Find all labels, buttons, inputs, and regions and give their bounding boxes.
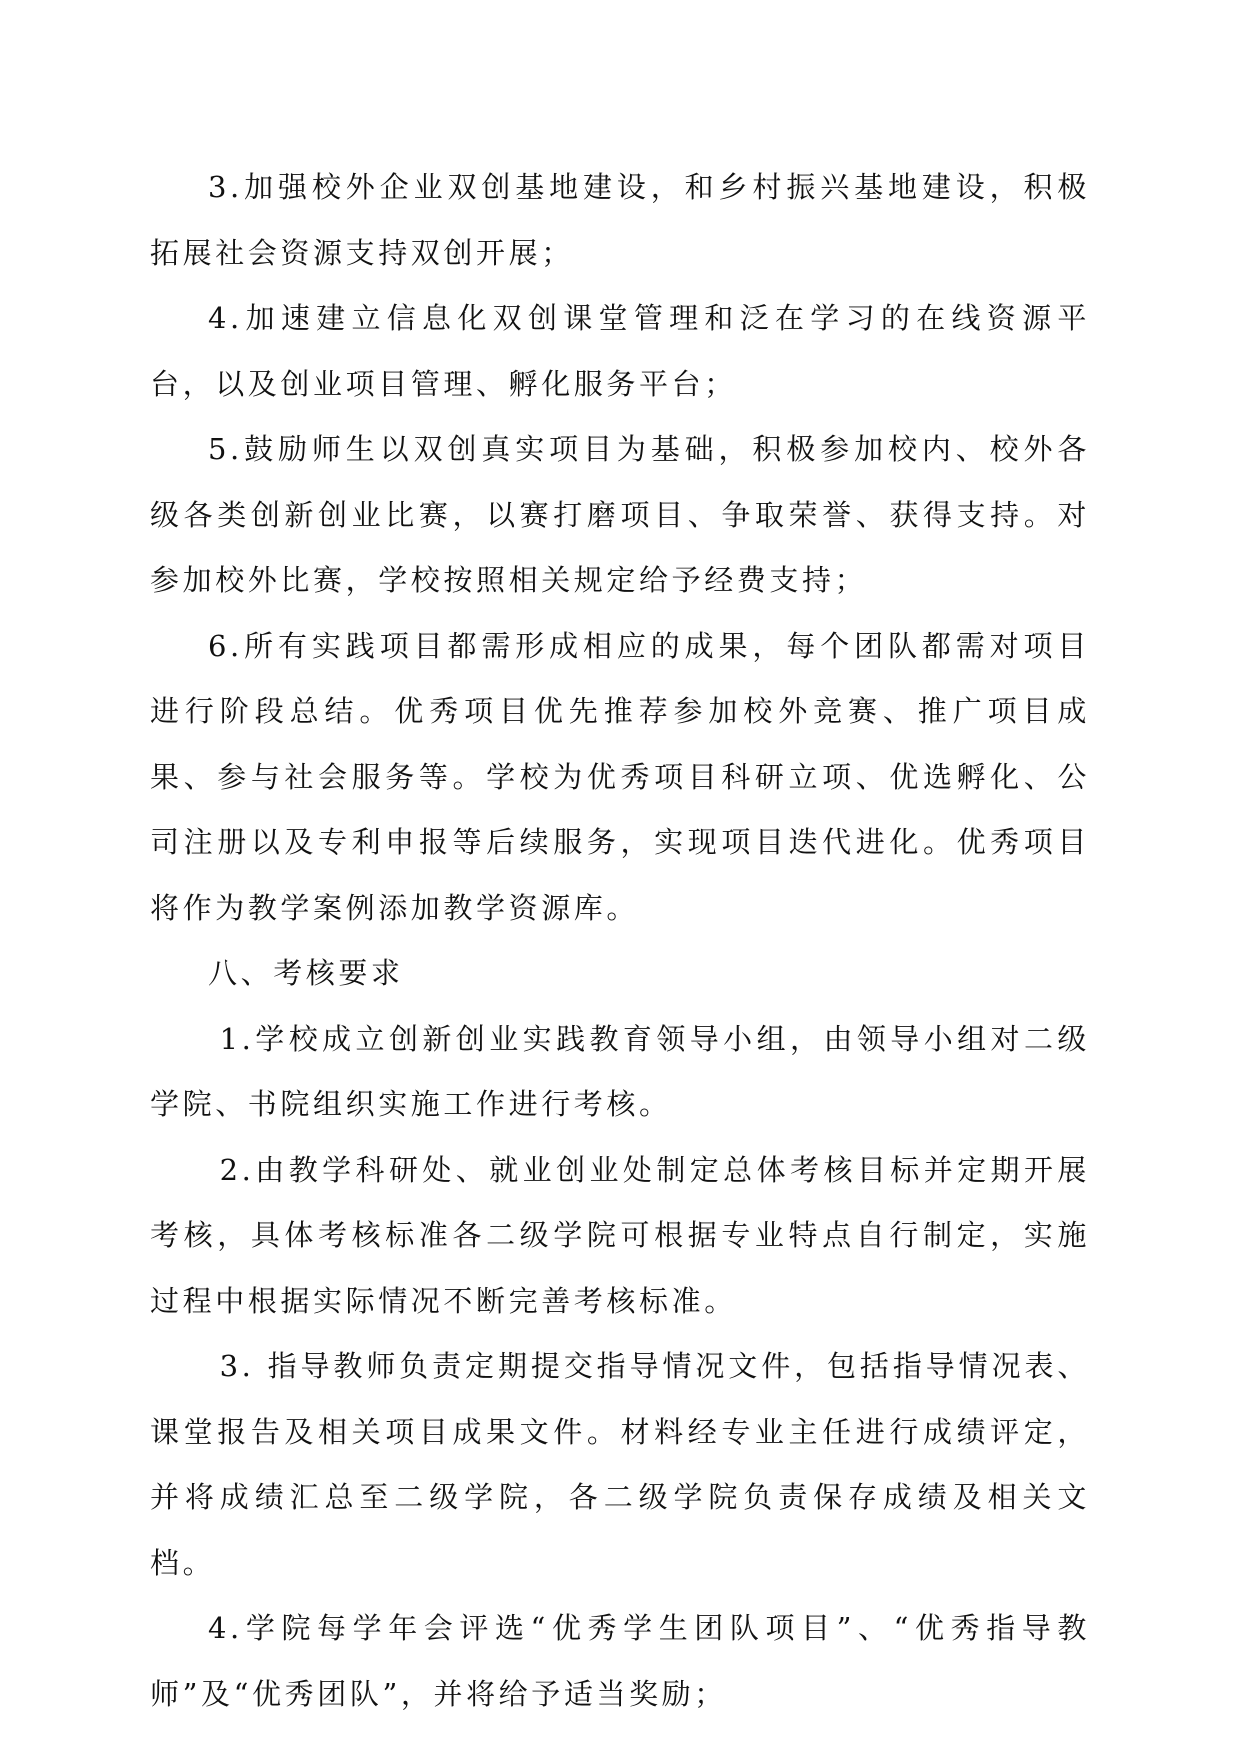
document-body <box>150 155 1090 1727</box>
paragraph-item-3: 3.加强校外企业双创基地建设，和乡村振兴基地建设，积极拓展社会资源支持双创开展； <box>150 170 1090 270</box>
assessment-item-4: 4.学院每学年会评选“优秀学生团队项目”、“优秀指导教师”及“优秀团队”，并将给予适当奖励； <box>150 1611 1090 1711</box>
section-heading-assessment: 八、考核要求 <box>208 956 404 990</box>
paragraph-item-6: 6.所有实践项目都需形成相应的成果，每个团队都需对项目进行阶段总结。优秀项目优先推荐参加校外竞赛、推广项目成果、参与社会服务等。学校为优秀项目科研立项、优选孵化、公司注册以及专利申报等后续服务，实现项目迭代进化。优秀项目将作为教学案例添加教学资源库。 <box>150 628 1090 925</box>
paragraph-item-4: 4.加速建立信息化双创课堂管理和泛在学习的在线资源平台，以及创业项目管理、孵化服务平台； <box>150 301 1090 401</box>
paragraph-item-5: 5.鼓励师生以双创真实项目为基础，积极参加校内、校外各级各类创新创业比赛，以赛打磨项目、争取荣誉、获得支持。对参加校外比赛，学校按照相关规定给予经费支持； <box>150 432 1090 597</box>
assessment-item-2: 2.由教学科研处、就业创业处制定总体考核目标并定期开展考核，具体考核标准各二级学院可根据专业特点自行制定，实施过程中根据实际情况不断完善考核标准。 <box>150 1152 1090 1318</box>
assessment-item-3: 3. 指导教师负责定期提交指导情况文件，包括指导情况表、课堂报告及相关项目成果文件。材料经专业主任进行成绩评定，并将成绩汇总至二级学院，各二级学院负责保存成绩及相关文档。 <box>150 1349 1090 1580</box>
assessment-item-1: 1.学校成立创新创业实践教育领导小组，由领导小组对二级学院、书院组织实施工作进行考核。 <box>150 1021 1090 1121</box>
